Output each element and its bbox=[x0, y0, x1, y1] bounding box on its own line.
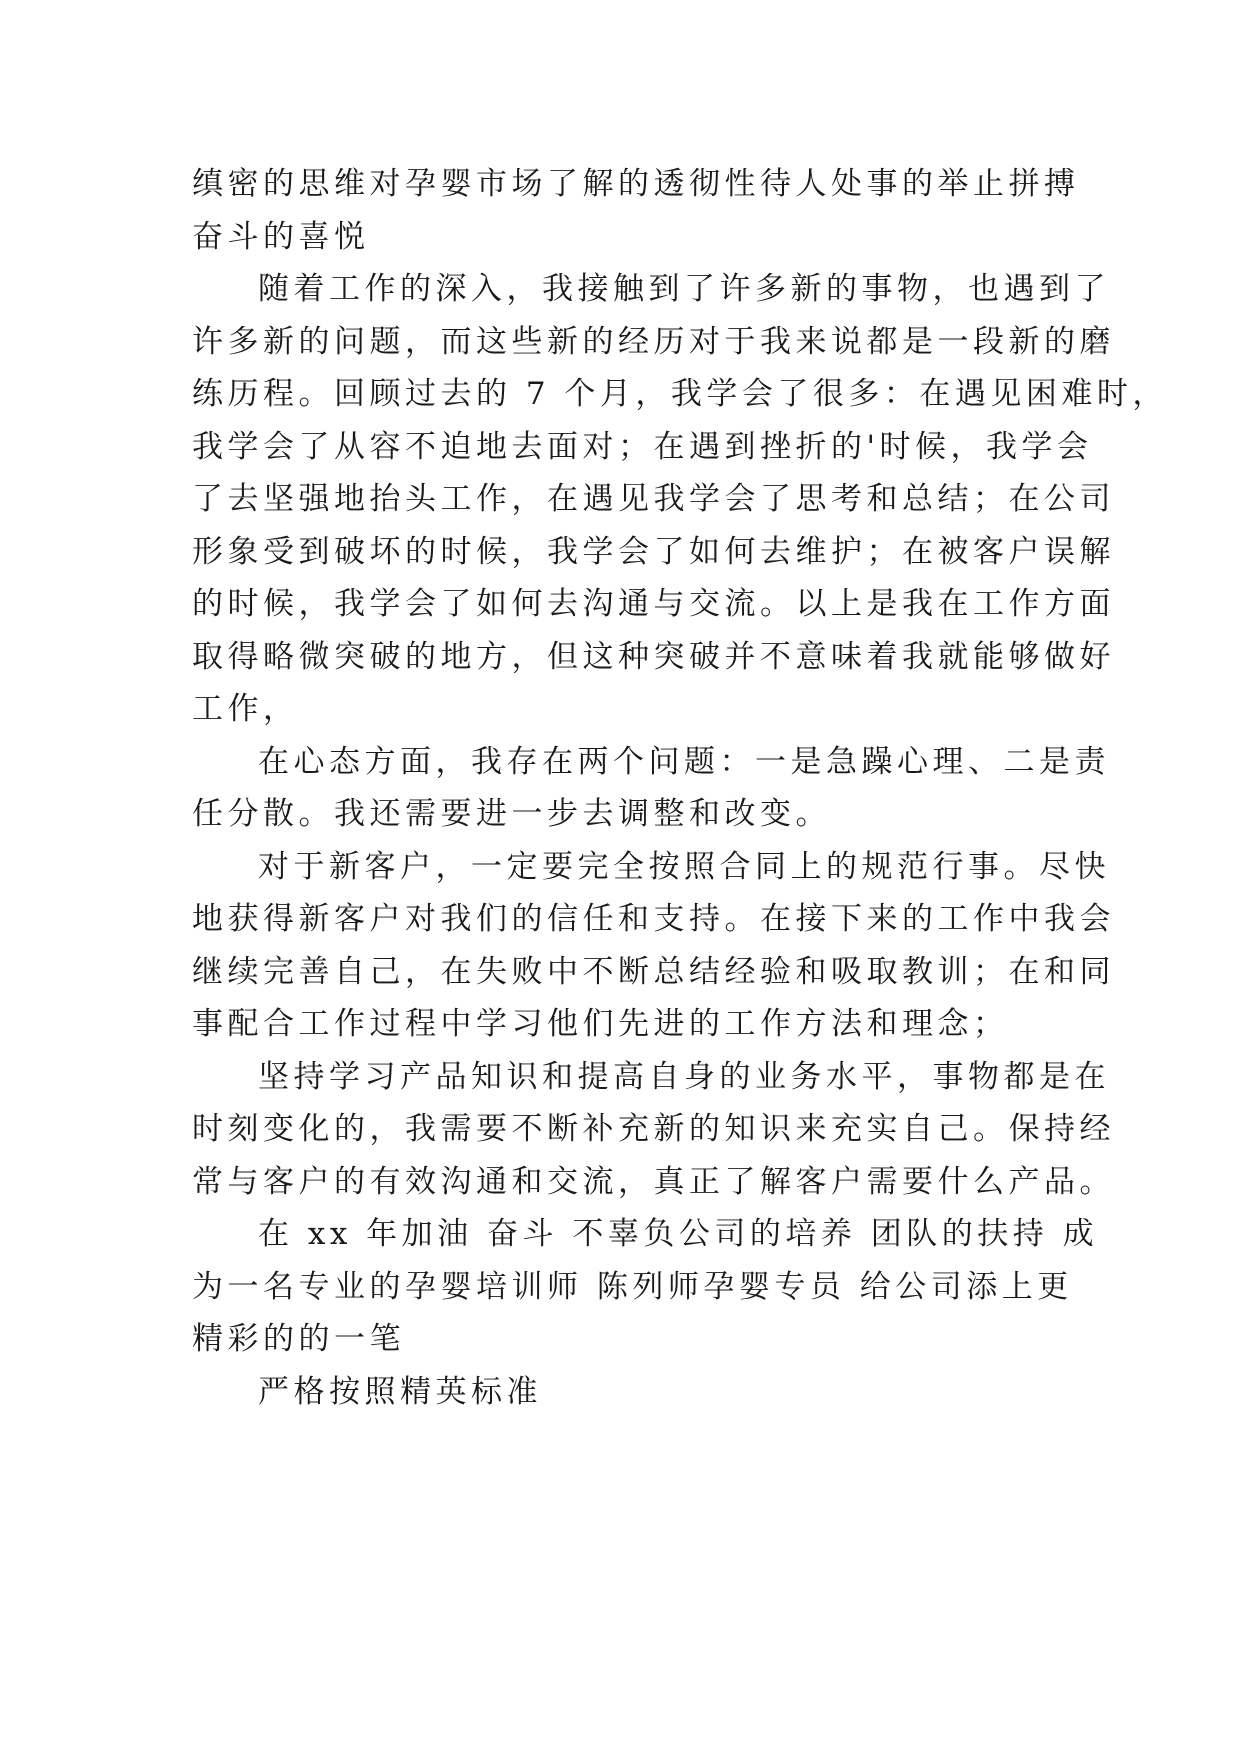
text-line: 奋斗的喜悦 bbox=[192, 218, 370, 255]
text-line: 在 xx 年加油 奋斗 不辜负公司的培养 团队的扶持 成 bbox=[258, 1216, 1099, 1252]
paragraph-3 bbox=[192, 736, 1110, 841]
text-line: 我学会了从容不迫地去面对；在遇到挫折的'时候，我学会 bbox=[192, 428, 1093, 465]
paragraph-7 bbox=[192, 1366, 1052, 1419]
text-line: 取得略微突破的地方，但这种突破并不意味着我就能够做好 bbox=[192, 638, 1115, 675]
text-line: 地获得新客户对我们的信任和支持。在接下来的工作中我会 bbox=[192, 901, 1115, 937]
paragraph-5 bbox=[192, 1051, 1115, 1209]
text-line: 的时候，我学会了如何去沟通与交流。以上是我在工作方面 bbox=[192, 586, 1115, 622]
text-line: 为一名专业的孕婴培训师 陈列师孕婴专员 给公司添上更 bbox=[192, 1268, 1073, 1305]
text-line: 许多新的问题，而这些新的经历对于我来说都是一段新的磨 bbox=[192, 323, 1115, 360]
text-line: 严格按照精英标准 bbox=[258, 1373, 542, 1410]
text-line: 坚持学习产品知识和提高自身的业务水平，事物都是在 bbox=[258, 1058, 1110, 1095]
text-line: 精彩的的一笔 bbox=[192, 1321, 405, 1357]
text-line: 事配合工作过程中学习他们先进的工作方法和理念； bbox=[192, 1006, 1009, 1042]
text-line: 工作， bbox=[192, 691, 299, 727]
text-line: 形象受到破坏的时候，我学会了如何去维护；在被客户误解 bbox=[192, 533, 1115, 570]
text-line: 了去坚强地抬头工作，在遇见我学会了思考和总结；在公司 bbox=[192, 481, 1115, 517]
text-line: 缜密的思维对孕婴市场了解的透彻性待人处事的举止拼搏 bbox=[192, 166, 1080, 202]
document-body bbox=[192, 158, 1168, 1418]
text-line: 任分散。我还需要进一步去调整和改变。 bbox=[192, 796, 831, 832]
text-line: 在心态方面，我存在两个问题：一是急躁心理、二是责 bbox=[258, 743, 1110, 780]
paragraph-1 bbox=[192, 158, 1080, 263]
text-line: 对于新客户，一定要完全按照合同上的规范行事。尽快 bbox=[258, 848, 1110, 885]
text-line: 时刻变化的，我需要不断补充新的知识来充实自己。保持经 bbox=[192, 1111, 1115, 1147]
paragraph-4 bbox=[192, 841, 1115, 1051]
text-line: 随着工作的深入，我接触到了许多新的事物，也遇到了 bbox=[258, 271, 1110, 307]
paragraph-6 bbox=[192, 1208, 1099, 1366]
text-line: 常与客户的有效沟通和交流，真正了解客户需要什么产品。 bbox=[192, 1163, 1115, 1200]
text-line: 继续完善自己，在失败中不断总结经验和吸取教训；在和同 bbox=[192, 953, 1115, 990]
paragraph-2 bbox=[192, 263, 1168, 736]
text-line: 练历程。回顾过去的 7 个月，我学会了很多：在遇见困难时， bbox=[192, 376, 1168, 412]
